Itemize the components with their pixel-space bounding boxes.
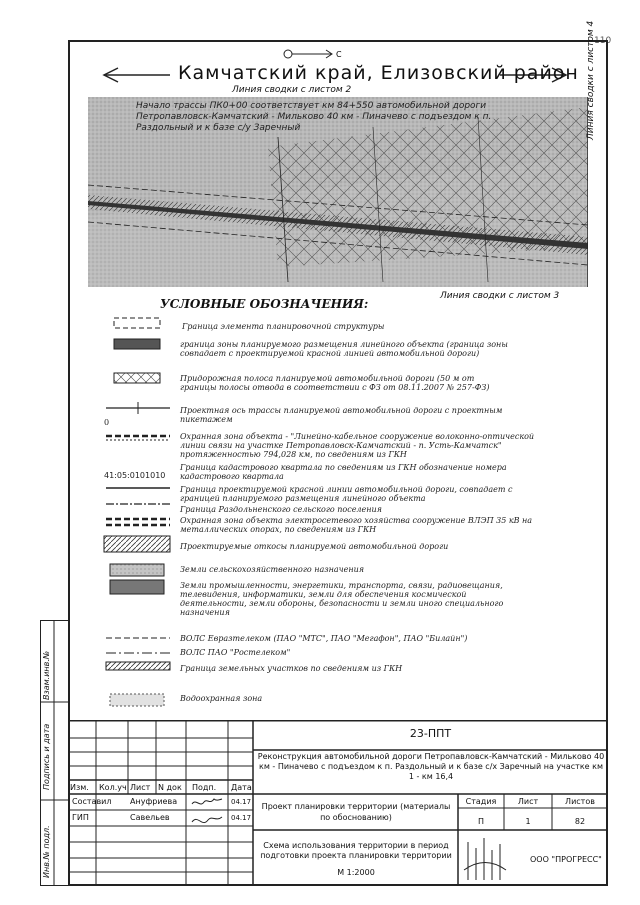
legend-item-3: Придорожная полоса планируемой автомобильной дороги (50 м от границы полосы отвода в соответствии с ФЗ от 08.11.2007 № 257-ФЗ) — [180, 374, 490, 392]
legend-item-12: Земли промышленности, энергетики, транспорта, связи, радиовещания, телевидения, информатики, земли для обеспечения космической деятельности, земли обороны, безопасности и земли иного специального назначения — [180, 581, 504, 617]
legend-item-16: Водоохранная зона — [180, 694, 263, 703]
side-label-inv-dubl: Взам.инв.№ — [42, 650, 51, 700]
stamp-row2-name: Савельев — [130, 813, 170, 822]
map-start-note: Начало трассы ПК0+00 соответствует км 84+550 автомобильной дороги Петропавловск-Камчатский - Мильково 40 км - Пиначево с подъездом к п. Раздольный и к базе с/у Заречный — [136, 101, 492, 133]
stamp-company: ООО "ПРОГРЕСС" — [530, 855, 602, 864]
stamp-doc-title: Проект планировки территории (материалы по обоснованию) — [261, 802, 451, 822]
side-label-inv-podl: Инв.№ подл. — [42, 825, 51, 878]
legend-cadastral-number: 41:05:0101010 — [104, 471, 166, 480]
legend-item-13: ВОЛС Евразтелеком (ПАО "МТС", ПАО "Мегафон", ПАО "Билайн") — [180, 634, 468, 643]
link-line-right: Линия сводки с листом 4 — [586, 20, 596, 140]
legend-item-11: Земли сельскохозяйственного назначения — [180, 565, 365, 574]
stamp-sheets: 82 — [574, 817, 586, 826]
page-number: 110 — [594, 36, 612, 46]
stamp-stage-label: Стадия — [465, 797, 497, 806]
stamp-drawing-title: Схема использования территории в период подготовки проекта планировки территории — [260, 841, 452, 860]
stamp-row1-role: Составил — [72, 797, 112, 806]
stamp-sheets-label: Листов — [565, 797, 595, 806]
stamp-sheet: 1 — [525, 817, 531, 826]
stamp-row1-name: Ануфриева — [130, 797, 178, 806]
legend-axis-zero: 0 — [104, 418, 110, 427]
link-line-bottom: Линия сводки с листом 3 — [440, 291, 560, 301]
stamp-col-data: Дата — [231, 783, 252, 792]
stamp-row2-role: ГИП — [72, 813, 89, 822]
stamp-row2-date: 04.17 — [231, 814, 252, 822]
stamp-stage: П — [477, 817, 484, 826]
stamp-col-izm: Изм. — [70, 783, 89, 792]
legend-item-5: Охранная зона объекта - "Линейно-кабельное сооружение волоконно-оптической линии связи на участке Петропавловск-Камчатский - п. Усть-Камчатск" протяженностью 794,028 км, по сведениям из ГКН — [180, 432, 535, 459]
legend-item-15: Граница земельных участков по сведениям из ГКН — [180, 664, 403, 673]
stamp-col-podp: Подп. — [192, 783, 217, 792]
legend-item-6: Граница кадастрового квартала по сведениям из ГКН обозначение номера кадастрового квартала — [180, 463, 507, 481]
stamp-col-list: Лист — [130, 783, 151, 792]
legend-item-1: Граница элемента планировочной структуры — [182, 322, 385, 331]
legend-item-9: Охранная зона объекта электросетевого хозяйства сооружение ВЛЭП 35 кВ на металлических опорах, по сведениям из ГКН — [180, 516, 533, 534]
legend-item-7: Граница проектируемой красной линии автомобильной дороги, совпадает с границей планируемого размещения линейного объекта — [180, 485, 513, 503]
stamp-scale: М 1:2000 — [337, 868, 375, 877]
stamp-row1-date: 04.17 — [231, 798, 252, 806]
legend-item-8: Граница Раздольненского сельского поселения — [180, 505, 382, 514]
svg-text:C: C — [336, 50, 342, 59]
legend-item-2: граница зоны планируемого размещения линейного объекта (граница зоны совпадает с проектируемой красной линией автомобильной дороги) — [180, 340, 508, 358]
link-line-top: Линия сводки с листом 2 — [232, 85, 352, 95]
company-logo-icon — [464, 838, 506, 880]
stamp-col-ndok: N док — [158, 783, 182, 792]
side-label-sign-date: Подпись и дата — [42, 723, 51, 790]
stamp-code: 23-ППТ — [409, 727, 452, 740]
legend-item-4: Проектная ось трассы планируемой автомобильной дороги с проектным пикетажем — [180, 406, 503, 424]
stamp-project: Реконструкция автомобильной дороги Петропавловск-Камчатский - Мильково 40 км - Пиначево с подъездом к п. Раздольный и к базе с/х Заречный на участке км 1 - км 16,4 — [257, 752, 605, 781]
stamp-sheet-label: Лист — [517, 797, 539, 806]
stamp-col-koluch: Кол.уч — [99, 783, 127, 792]
legend-symbols — [96, 312, 176, 712]
page-title: Камчатский край, Елизовский район — [178, 62, 579, 84]
legend-item-10: Проектируемые откосы планируемой автомобильной дороги — [180, 542, 449, 551]
legend-item-14: ВОЛС ПАО "Ростелеком" — [180, 648, 291, 657]
legend-title: УСЛОВНЫЕ ОБОЗНАЧЕНИЯ: — [160, 297, 369, 311]
